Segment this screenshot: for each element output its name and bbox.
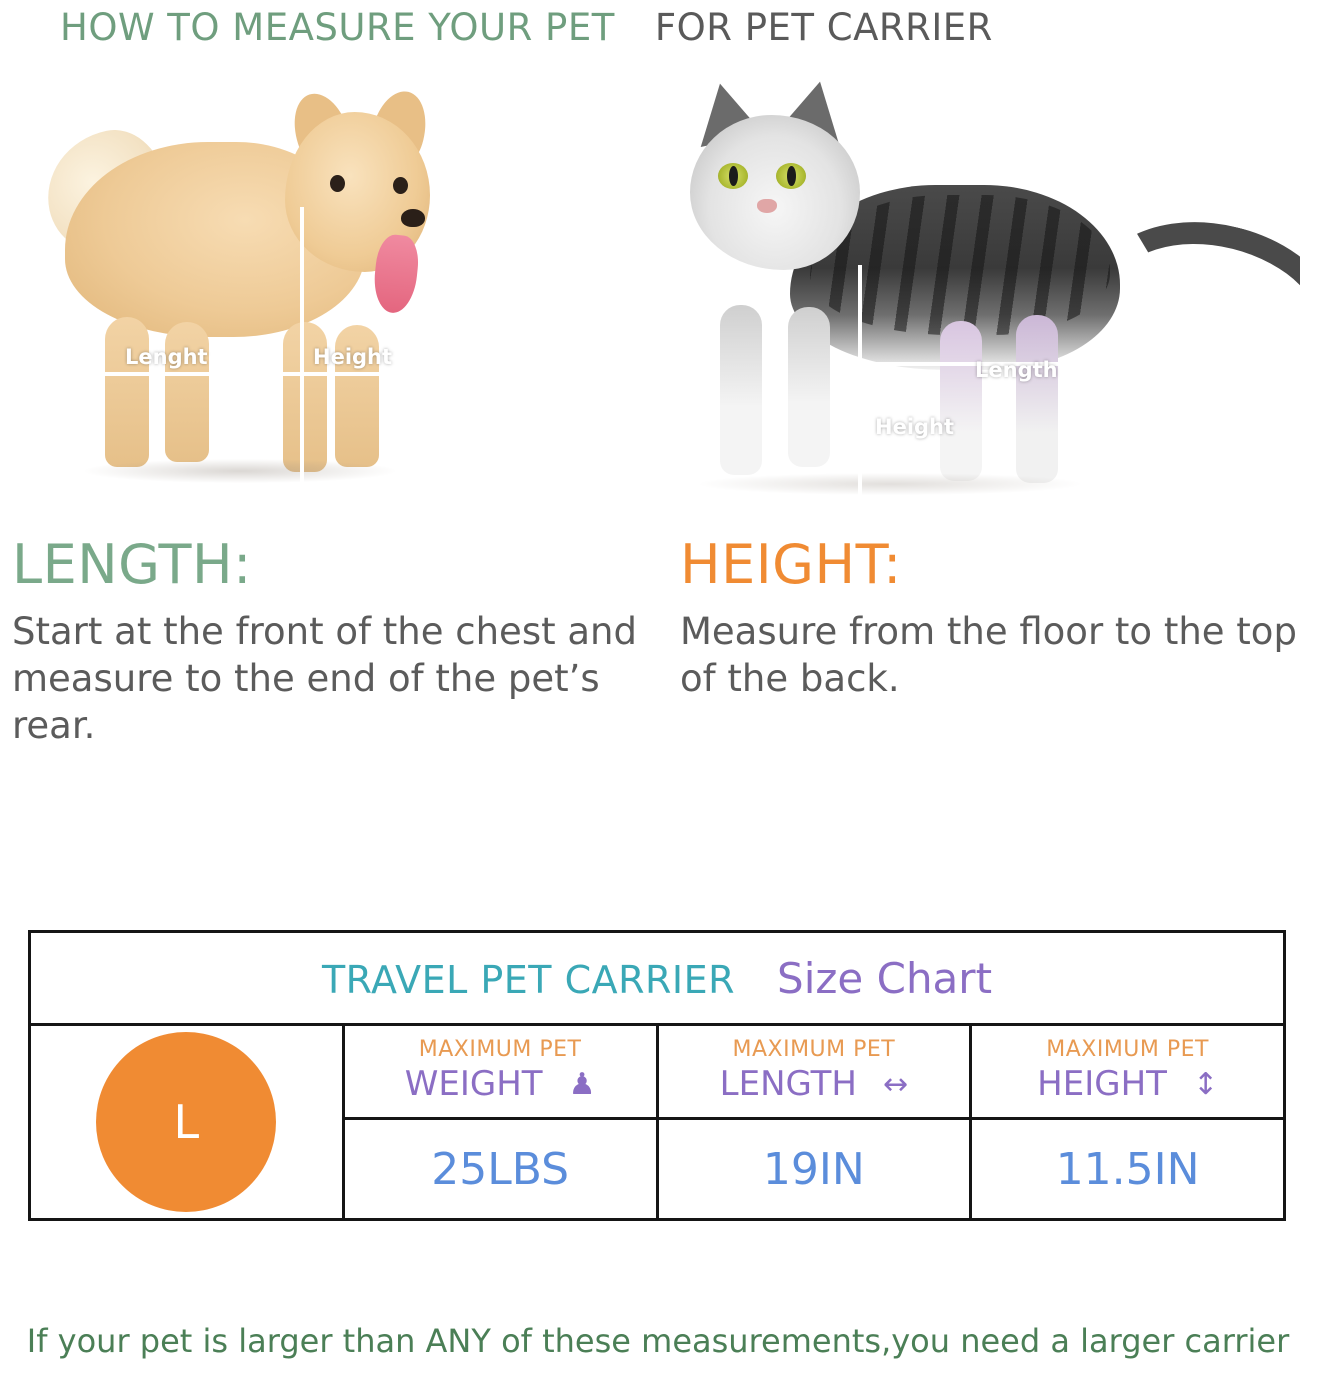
footer-note: If your pet is larger than ANY of these measurements,you need a larger carrier: [26, 1322, 1290, 1360]
table-row: [30, 1025, 1285, 1119]
column-header-length: [657, 1025, 971, 1119]
length-header-main-row: [660, 1062, 969, 1116]
cat-height-label: Height: [875, 415, 955, 439]
definition-height-body: Measure from the floor to the top of the back.: [680, 609, 1297, 701]
definition-height: [650, 533, 1318, 750]
height-header-main-row: [973, 1062, 1282, 1116]
column-header-weight: [343, 1025, 657, 1119]
value-height: 11.5IN: [971, 1119, 1285, 1220]
cat-head: [690, 115, 860, 270]
dog-height-guide-line: [300, 207, 304, 487]
weight-header-label: WEIGHT: [404, 1064, 543, 1104]
cat-length-guide-line: [855, 362, 1275, 366]
definition-length: [12, 533, 650, 750]
cat-pupil: [787, 166, 796, 186]
dog-eye: [393, 177, 408, 194]
horizontal-arrow-icon: ↔: [882, 1066, 909, 1102]
definition-height-title: HEIGHT:: [680, 533, 902, 596]
cat-photo: [660, 75, 1300, 505]
definition-length-body: Start at the front of the chest and measure to the end of the pet’s rear.: [12, 609, 637, 748]
dog-length-label: Lenght: [125, 345, 208, 369]
cat-shadow: [700, 473, 1080, 495]
cat-leg: [788, 307, 830, 467]
pet-photos-row: [0, 67, 1318, 527]
size-badge: L: [96, 1032, 276, 1212]
header-title-green: HOW TO MEASURE YOUR PET: [60, 6, 615, 49]
header-title-gray: FOR PET CARRIER: [654, 6, 993, 49]
cat-leg: [940, 321, 982, 481]
dog-height-label: Height: [313, 345, 393, 369]
dog-leg: [165, 322, 209, 462]
vertical-arrow-icon: ↕: [1192, 1066, 1219, 1102]
size-chart-section: [28, 930, 1286, 1221]
definition-length-title: LENGTH:: [12, 533, 252, 596]
value-weight: 25LBS: [343, 1119, 657, 1220]
height-header-small: MAXIMUM PET: [1046, 1037, 1209, 1062]
size-chart-table: [28, 930, 1286, 1221]
cat-leg: [1016, 315, 1058, 483]
cat-height-guide-line: [858, 265, 862, 495]
length-header-small: MAXIMUM PET: [732, 1037, 896, 1062]
column-header-height: [971, 1025, 1285, 1119]
cat-nose: [757, 199, 777, 213]
dog-leg: [105, 317, 149, 467]
dog-nose: [401, 209, 425, 227]
table-row: [30, 932, 1285, 1025]
height-header-label: HEIGHT: [1037, 1064, 1167, 1104]
length-header-label: LENGTH: [719, 1064, 857, 1104]
cat-leg: [720, 305, 762, 475]
size-badge-cell: [30, 1025, 344, 1220]
dog-shadow: [85, 459, 395, 483]
dog-photo: [45, 87, 435, 487]
page-header: [0, 0, 1318, 49]
size-chart-title-secondary: Size Chart: [777, 953, 993, 1003]
weight-icon: ♟: [568, 1066, 596, 1102]
cat-pupil: [729, 166, 738, 186]
dog-eye: [330, 175, 345, 192]
size-chart-title-primary: TRAVEL PET CARRIER: [321, 957, 736, 1002]
weight-header-small: MAXIMUM PET: [418, 1037, 582, 1062]
definitions-section: [0, 533, 1318, 750]
cat-length-label: Length: [975, 358, 1058, 382]
value-length: 19IN: [657, 1119, 971, 1220]
size-chart-title-cell: [30, 932, 1285, 1025]
weight-header-main-row: [346, 1062, 655, 1116]
dog-length-guide-line: [53, 372, 383, 376]
